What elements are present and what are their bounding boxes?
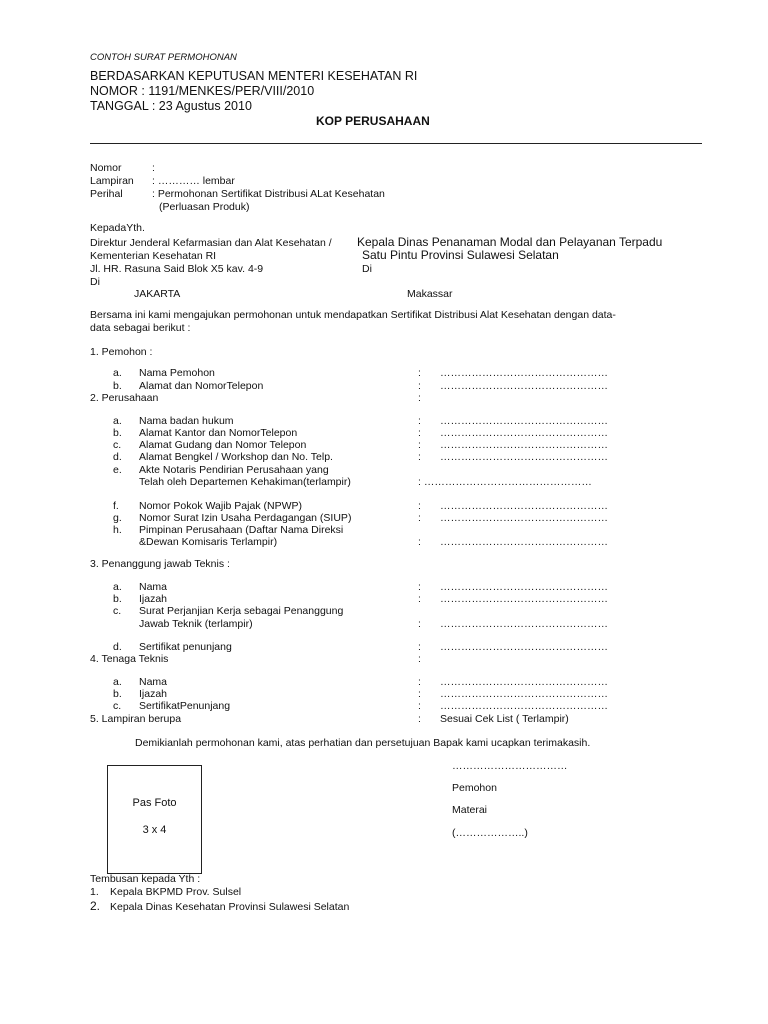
photo-size: 3 x 4 [142,824,167,836]
lampiran-value: : ………… lembar [152,175,235,187]
section-tenaga-teknis: 4. Tenaga Teknis [90,653,169,665]
fill-dots: ………………………………………… [440,415,608,427]
address-left-2: Kementerian Kesehatan RI [90,250,217,262]
signature-materai: Materai [452,804,488,816]
item-letter: a. [113,581,122,593]
fill-dots: ………………………………………… [440,618,608,630]
item-letter: b. [113,380,122,392]
item-label: Kepala BKPMD Prov. Sulsel [110,886,242,898]
address-right-3: Di [362,263,372,275]
photo-placeholder [107,765,202,874]
item-letter: d. [113,641,122,653]
list-item [90,886,241,898]
item-label: Alamat dan NomorTelepon [139,380,264,392]
list-item [113,524,343,536]
photo-label: Pas Foto [132,797,177,809]
perihal-label: Perihal [90,188,123,200]
item-label: Kepala Dinas Kesehatan Provinsi Sulawesi Selatan [110,901,350,913]
section-pemohon: 1. Pemohon : [90,346,153,358]
fill-dots-inline: : ………………………………………… [418,476,592,488]
item-letter: c. [113,700,122,712]
nomor-label: Nomor [90,162,122,174]
item-colon: : [418,512,421,524]
list-item [113,581,167,593]
item-colon: : [418,415,421,427]
item-letter: c. [113,605,122,617]
list-item [113,700,230,712]
item-letter: a. [113,367,122,379]
item-colon: : [418,593,421,605]
list-item [113,427,297,439]
item-label-continued: &Dewan Komisaris Terlampir) [139,536,278,548]
item-label: Akte Notaris Pendirian Perusahaan yang [139,464,329,476]
list-item [113,688,167,700]
company-letterhead: KOP PERUSAHAAN [316,114,430,128]
item-colon: : [418,380,421,392]
lampiran-label: Lampiran [90,175,134,187]
lampiran-value: Sesuai Cek List ( Terlampir) [440,713,569,725]
item-label: Surat Perjanjian Kerja sebagai Penanggung [139,605,344,617]
item-letter: g. [113,512,122,524]
address-left-1: Direktur Jenderal Kefarmasian dan Alat Kesehatan / [90,237,332,249]
item-label-continued: Telah oleh Departemen Kehakiman(terlampir) [139,476,351,488]
item-letter: a. [113,676,122,688]
item-colon: : [418,676,421,688]
header-divider [90,143,702,144]
item-colon: : [418,641,421,653]
list-item [113,439,306,451]
perihal-value: : Permohonan Sertifikat Distribusi ALat Kesehatan [152,188,385,200]
list-item [113,593,167,605]
item-letter: b. [113,427,122,439]
item-colon: : [418,653,421,665]
item-label: Alamat Kantor dan NomorTelepon [139,427,298,439]
item-label: Pimpinan Perusahaan (Daftar Nama Direksi [139,524,344,536]
list-item [113,415,234,427]
item-label: SertifikatPenunjang [139,700,231,712]
fill-dots: ………………………………………… [440,593,608,605]
item-label: Nama [139,676,168,688]
address-right-1: Kepala Dinas Penanaman Modal dan Pelayanan Terpadu [357,235,663,249]
list-item [90,899,349,913]
item-letter: b. [113,688,122,700]
signature-name: (………………..) [452,827,528,839]
decree-number: NOMOR : 1191/MENKES/PER/VIII/2010 [90,84,315,98]
fill-dots: ………………………………………… [440,367,608,379]
item-letter: f. [113,500,119,512]
fill-dots: ………………………………………… [440,439,608,451]
list-item [113,676,167,688]
decree-date: TANGGAL : 23 Agustus 2010 [90,99,252,113]
item-label: Nama badan hukum [139,415,234,427]
fill-dots: ………………………………………… [440,512,608,524]
fill-dots: ………………………………………… [440,536,608,548]
item-letter: h. [113,524,122,536]
fill-dots: ………………………………………… [440,700,608,712]
item-colon: : [418,392,421,404]
item-colon: : [418,427,421,439]
item-letter: d. [113,451,122,463]
item-label: Nama [139,581,168,593]
item-letter: a. [113,415,122,427]
kepada-yth: KepadaYth. [90,222,145,234]
perihal-value-2: (Perluasan Produk) [159,201,250,213]
list-item [113,605,343,617]
section-perusahaan: 2. Perusahaan [90,392,159,404]
fill-dots: ………………………………………… [440,500,608,512]
item-number: 2. [90,899,101,913]
fill-dots: ………………………………………… [440,676,608,688]
intro-line-1: Bersama ini kami mengajukan permohonan untuk mendapatkan Sertifikat Distribusi Alat Kesehatan dengan data- [90,309,616,321]
item-colon: : [418,536,421,548]
item-label: Ijazah [139,593,168,605]
address-city-left: JAKARTA [134,288,181,300]
signature-pemohon: Pemohon [452,782,497,794]
item-colon: : [418,367,421,379]
nomor-value: : [152,162,155,174]
item-label: Nomor Surat Izin Usaha Perdagangan (SIUP) [139,512,352,524]
item-label-continued: Jawab Teknik (terlampir) [139,618,253,630]
document-caption: CONTOH SURAT PERMOHONAN [90,52,237,63]
list-item [113,464,329,476]
item-colon: : [418,713,421,725]
item-colon: : [418,581,421,593]
item-label: Nomor Pokok Wajib Pajak (NPWP) [139,500,302,512]
tembusan-title: Tembusan kepada Yth : [90,873,201,885]
fill-dots: ………………………………………… [440,427,608,439]
section-penanggung-jawab: 3. Penanggung jawab Teknis : [90,558,230,570]
item-label: Ijazah [139,688,168,700]
fill-dots: ………………………………………… [440,581,608,593]
list-item [113,380,263,392]
item-colon: : [418,439,421,451]
address-right-2: Satu Pintu Provinsi Sulawesi Selatan [362,248,559,262]
item-colon: : [418,451,421,463]
address-city-right: Makassar [407,288,453,300]
signature-date-line: …………………………… [452,760,568,772]
list-item [113,367,215,379]
item-label: Alamat Gudang dan Nomor Telepon [139,439,307,451]
address-left-4: Di [90,276,100,288]
list-item [113,641,232,653]
fill-dots: ………………………………………… [440,451,608,463]
item-number: 1. [90,886,99,898]
item-letter: b. [113,593,122,605]
item-colon: : [418,618,421,630]
item-label: Alamat Bengkel / Workshop dan No. Telp. [139,451,333,463]
item-colon: : [418,500,421,512]
decree-line: BERDASARKAN KEPUTUSAN MENTERI KESEHATAN RI [90,69,418,83]
fill-dots: ………………………………………… [440,688,608,700]
list-item [113,451,333,463]
item-letter: e. [113,464,122,476]
item-label: Sertifikat penunjang [139,641,232,653]
intro-line-2: data sebagai berikut : [90,322,191,334]
item-colon: : [418,700,421,712]
fill-dots: ………………………………………… [440,380,608,392]
address-left-3: Jl. HR. Rasuna Said Blok X5 kav. 4-9 [90,263,264,275]
closing-statement: Demikianlah permohonan kami, atas perhatian dan persetujuan Bapak kami ucapkan terimakasih. [135,737,591,749]
list-item [113,512,351,524]
section-lampiran: 5. Lampiran berupa [90,713,182,725]
list-item [113,500,302,512]
item-colon: : [418,688,421,700]
item-label: Nama Pemohon [139,367,215,379]
fill-dots: ………………………………………… [440,641,608,653]
item-letter: c. [113,439,122,451]
